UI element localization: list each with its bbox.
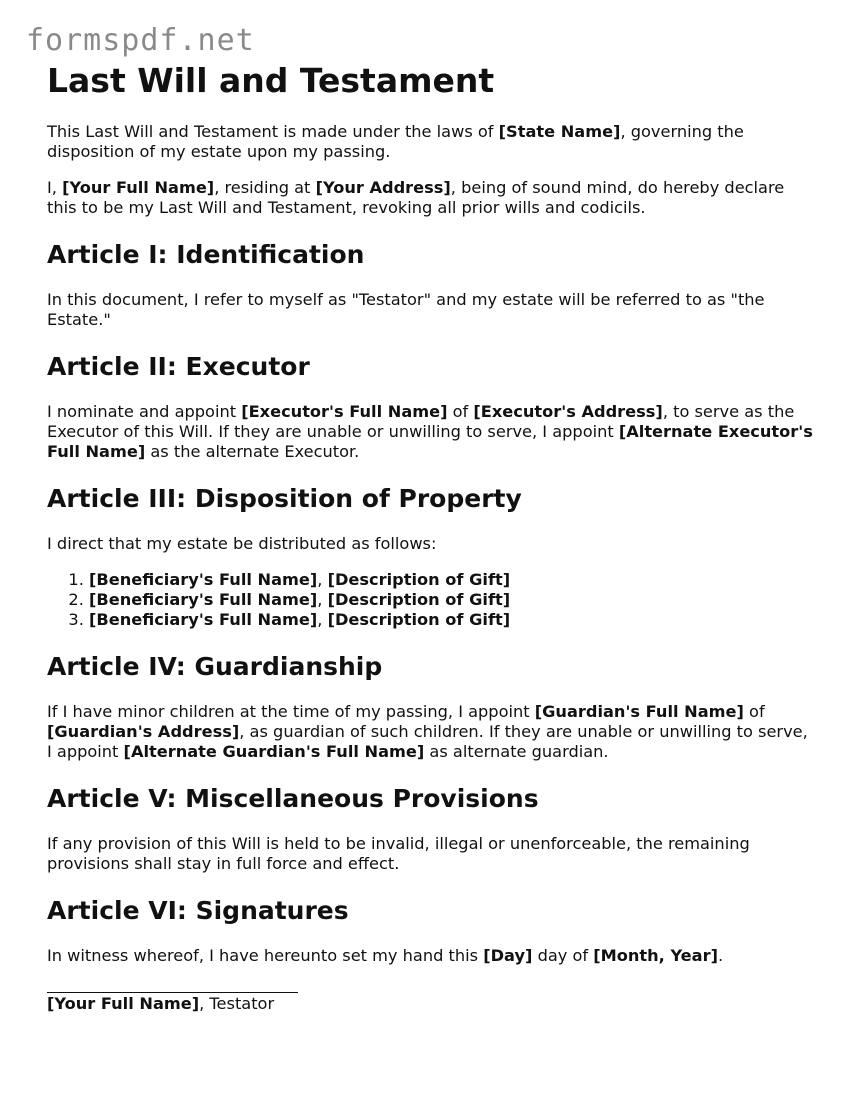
testator-name-placeholder: [Your Full Name] bbox=[47, 993, 200, 1013]
article-1-heading: Article I: Identification bbox=[47, 239, 365, 269]
list-item bbox=[89, 590, 817, 610]
intro-text: , being of sound mind, do hereby declare this to be my Last Will and Testament, revoking all prior wills and codicils. bbox=[47, 177, 785, 217]
document-title: Last Will and Testament bbox=[47, 61, 495, 100]
guardian-name-placeholder: [Guardian's Full Name] bbox=[534, 701, 744, 721]
article-text: as alternate guardian. bbox=[424, 741, 609, 761]
article-5-heading: Article V: Miscellaneous Provisions bbox=[47, 783, 539, 813]
article-text: If I have minor children at the time of my passing, I appoint bbox=[47, 701, 535, 721]
gift-description-placeholder: [Description of Gift] bbox=[327, 589, 511, 609]
beneficiary-name-placeholder: [Beneficiary's Full Name] bbox=[89, 609, 318, 629]
intro-paragraph-2 bbox=[47, 178, 817, 218]
alternate-executor-placeholder: [Alternate Executor's Full Name] bbox=[47, 421, 813, 461]
article-text: of bbox=[447, 401, 474, 421]
article-6-text bbox=[47, 946, 817, 966]
intro-text: This Last Will and Testament is made under the laws of bbox=[47, 121, 499, 141]
full-name-placeholder: [Your Full Name] bbox=[62, 177, 215, 197]
watermark: formspdf.net bbox=[26, 23, 255, 58]
article-3-heading: Article III: Disposition of Property bbox=[47, 483, 522, 513]
signature-role: , Testator bbox=[199, 993, 275, 1013]
signature-line bbox=[47, 992, 298, 993]
guardian-address-placeholder: [Guardian's Address] bbox=[47, 721, 240, 741]
beneficiary-name-placeholder: [Beneficiary's Full Name] bbox=[89, 569, 318, 589]
article-text: , to serve as the Executor of this Will. If they are unable or unwilling to serve, I appoint bbox=[47, 401, 795, 441]
article-2-text bbox=[47, 402, 817, 462]
beneficiary-name-placeholder: [Beneficiary's Full Name] bbox=[89, 589, 318, 609]
intro-paragraph-1 bbox=[47, 122, 817, 162]
intro-text: I, bbox=[47, 177, 63, 197]
intro-text: , governing the disposition of my estate upon my passing. bbox=[47, 121, 744, 161]
article-4-heading: Article IV: Guardianship bbox=[47, 651, 383, 681]
intro-text: , residing at bbox=[214, 177, 316, 197]
document-body bbox=[47, 62, 817, 1014]
article-text: I nominate and appoint bbox=[47, 401, 242, 421]
state-name-placeholder: [State Name] bbox=[498, 121, 621, 141]
gift-description-placeholder: [Description of Gift] bbox=[327, 569, 511, 589]
beneficiary-list bbox=[47, 570, 817, 630]
article-text: as the alternate Executor. bbox=[145, 441, 360, 461]
address-placeholder: [Your Address] bbox=[315, 177, 451, 197]
gift-description-placeholder: [Description of Gift] bbox=[327, 609, 511, 629]
list-item bbox=[89, 610, 817, 630]
article-6-heading: Article VI: Signatures bbox=[47, 895, 349, 925]
article-text: In witness whereof, I have hereunto set my hand this bbox=[47, 945, 484, 965]
list-separator: , bbox=[317, 609, 328, 629]
list-item bbox=[89, 570, 817, 590]
article-text: day of bbox=[532, 945, 594, 965]
executor-address-placeholder: [Executor's Address] bbox=[473, 401, 663, 421]
article-4-text bbox=[47, 702, 817, 762]
article-1-text: In this document, I refer to myself as "Testator" and my estate will be referred to as "the Estate." bbox=[47, 289, 765, 329]
executor-name-placeholder: [Executor's Full Name] bbox=[241, 401, 448, 421]
article-text: . bbox=[717, 945, 724, 965]
article-3-text: I direct that my estate be distributed as follows: bbox=[47, 533, 437, 553]
list-separator: , bbox=[317, 589, 328, 609]
list-separator: , bbox=[317, 569, 328, 589]
article-text: , as guardian of such children. If they are unable or unwilling to serve, I appoint bbox=[47, 721, 808, 761]
article-5-text: If any provision of this Will is held to be invalid, illegal or unenforceable, the remaining provisions shall stay in full force and effect. bbox=[47, 833, 750, 873]
article-text: of bbox=[743, 701, 765, 721]
month-year-placeholder: [Month, Year] bbox=[593, 945, 718, 965]
signature-label bbox=[47, 994, 817, 1014]
alternate-guardian-placeholder: [Alternate Guardian's Full Name] bbox=[123, 741, 425, 761]
article-2-heading: Article II: Executor bbox=[47, 351, 310, 381]
day-placeholder: [Day] bbox=[483, 945, 533, 965]
